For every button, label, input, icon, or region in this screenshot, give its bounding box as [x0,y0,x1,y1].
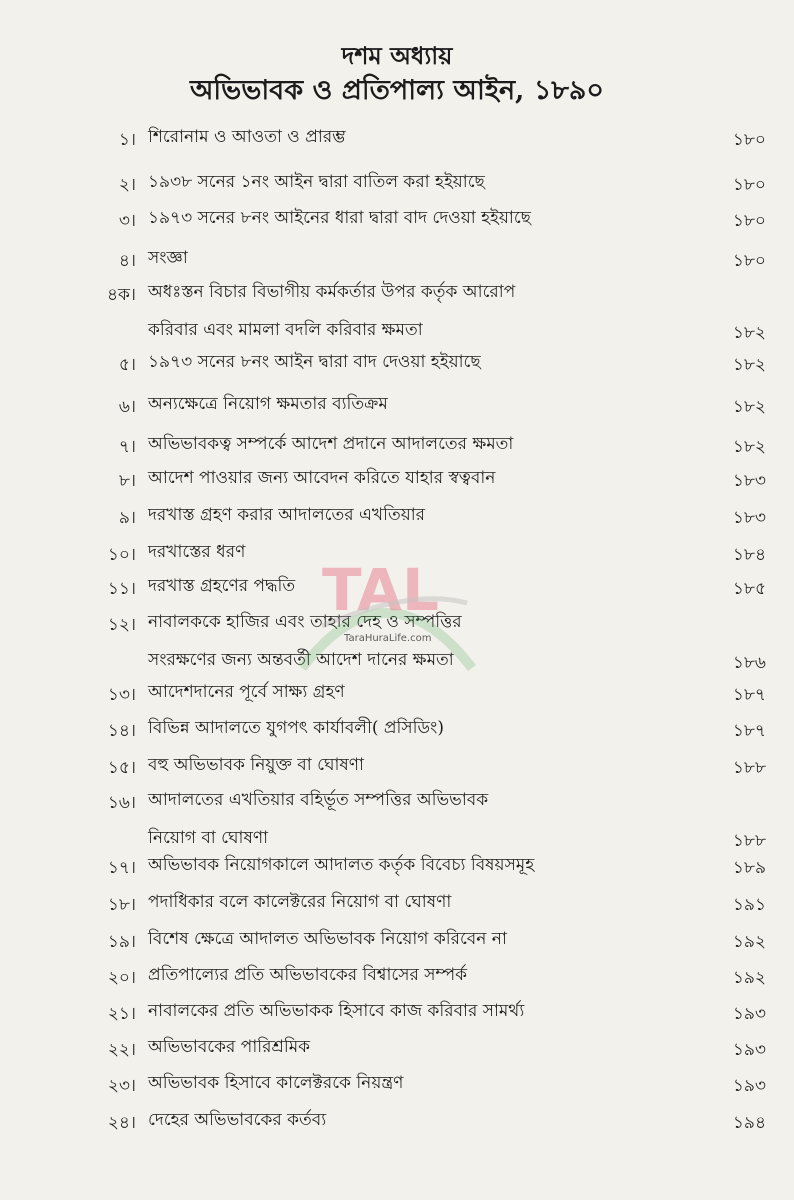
section-title-line: পদাধিকার বলে কালেক্টরের নিয়োগ বা ঘোষণা [148,892,452,912]
section-title-line: শিরোনাম ও আওতা ও প্রারম্ভ [148,127,346,147]
page-number: ১৮৭ [732,685,766,705]
page-number: ১৮২ [732,397,766,417]
page-number: ১৮০ [732,175,766,195]
section-number: ২৩। [107,1076,136,1096]
section-title-line: অভিভাবকত্ব সম্পর্কে আদেশ প্রদানে আদালতের ক্ষমতা [148,434,514,454]
section-title-line: অভিভাবক নিয়োগকালে আদালত কর্তৃক বিবেচ্য বিষয়সমূহ [148,855,535,875]
section-number: ১৬। [107,793,136,813]
section-title-line: সংরক্ষণের জন্য অন্তবর্তী আদেশ দানের ক্ষমতা [148,650,454,670]
section-number: ৪। [118,251,136,271]
section-number: ৩। [118,211,136,231]
section-title-line: দেহের অভিভাবকের কর্তব্য [148,1110,327,1130]
section-title-line: ১৯৭৩ সনের ৮নং আইন দ্বারা বাদ দেওয়া হইয়াছে [148,352,481,372]
section-number: ২১। [107,1004,136,1024]
page-number: ১৮৮ [732,831,766,851]
page-number: ১৮৯ [732,858,766,878]
section-number: ১৯। [107,932,136,952]
watermark-site: TaraHuraLife.com [344,633,432,644]
section-number: ১৪। [107,721,136,741]
page-number: ১৮৩ [732,471,766,491]
section-title-line: বিশেষ ক্ষেত্রে আদালত অভিভাবক নিয়োগ করিবেন না [148,929,507,949]
section-number: ৮। [118,471,136,491]
page-number: ১৮০ [732,130,766,150]
section-number: ৯। [118,508,136,528]
section-title-line: নাবালককে হাজির এবং তাহার দেহ ও সম্পত্তির [148,612,462,632]
section-number: ৫। [118,355,136,375]
page-number: ১৮৩ [732,508,766,528]
page-number: ১৮৬ [732,653,766,673]
section-number: ২৪। [107,1113,136,1133]
section-number: ১১। [107,579,136,599]
page-number: ১৯৩ [732,1004,766,1024]
section-number: ১৫। [107,758,136,778]
section-title-line: দরখাস্ত গ্রহণের পদ্ধতি [148,576,296,596]
page-number: ১৮২ [732,437,766,457]
section-number: ১৩। [107,685,136,705]
page-number: ১৮৪ [732,545,766,565]
section-number: ৪ক। [106,285,136,305]
section-number: ১০। [107,545,136,565]
page-number: ১৯৪ [732,1113,766,1133]
act-title: অভিভাবক ও প্রতিপাল্য আইন, ১৮৯০ [190,75,604,106]
page-number: ১৯২ [732,968,766,988]
page-number: ১৯৩ [732,1040,766,1060]
section-title-line: ১৯৩৮ সনের ১নং আইন দ্বারা বাতিল করা হইয়াছে [148,172,485,192]
page-number: ১৯২ [732,932,766,952]
section-title-line: আদেশ পাওয়ার জন্য আবেদন করিতে যাহার স্বত্ববান [148,468,496,488]
section-title-line: বিভিন্ন আদালতে যুগপৎ কার্যাবলী( প্রসিডিং) [148,718,444,738]
page-number: ১৮০ [732,211,766,231]
section-title-line: করিবার এবং মামলা বদলি করিবার ক্ষমতা [148,320,423,340]
section-title-line: অন্যক্ষেত্রে নিয়োগ ক্ষমতার ব্যতিক্রম [148,394,388,414]
page-number: ১৮০ [732,251,766,271]
section-title-line: নিয়োগ বা ঘোষণা [148,828,269,848]
section-title-line: নাবালকের প্রতি অভিভাকক হিসাবে কাজ করিবার সামর্থ্য [148,1001,525,1021]
svg-text:TAL: TAL [322,556,439,624]
page-number: ১৮৭ [732,721,766,741]
page-number: ১৮২ [732,323,766,343]
section-title-line: সংজ্ঞা [148,248,188,268]
chapter-heading: দশম অধ্যায় [341,41,453,70]
section-number: ১৭। [107,858,136,878]
page-number: ১৮৫ [732,579,766,599]
page-number: ১৯৩ [732,1076,766,1096]
section-title-line: আদেশদানের পূর্বে সাক্ষ্য গ্রহণ [148,682,345,702]
section-number: ৭। [118,437,136,457]
section-title-line: প্রতিপাল্যের প্রতি অভিভাবকের বিশ্বাসের সম্পর্ক [148,965,468,985]
section-number: ১২। [107,615,136,635]
watermark-logo [292,548,482,698]
section-number: ২২। [107,1040,136,1060]
section-title-line: বহু অভিভাবক নিয়ুক্ত বা ঘোষণা [148,755,364,775]
section-title-line: ১৯৭৩ সনের ৮নং আইনের ধারা দ্বারা বাদ দেওয়া হইয়াছে [148,208,531,228]
section-title-line: দরখাস্তের ধরণ [148,542,246,562]
section-title-line: অভিভাবক হিসাবে কালেক্টরকে নিয়ন্ত্রণ [148,1073,404,1093]
section-title-line: অধঃস্তন বিচার বিভাগীয় কর্মকর্তার উপর কর্তৃক আরোপ [148,282,516,302]
section-number: ২০। [107,968,136,988]
section-title-line: অভিভাবকের পারিশ্রমিক [148,1037,311,1057]
section-title-line: আদালতের এখতিয়ার বহির্ভূত সম্পত্তির অভিভাবক [148,790,489,810]
section-number: ১৮। [107,895,136,915]
page-number: ১৯১ [732,895,766,915]
section-title-line: দরখাস্ত গ্রহণ করার আদালতের এখতিয়ার [148,505,425,525]
section-number: ৬। [118,397,136,417]
section-number: ১। [118,130,136,150]
page-number: ১৮২ [732,355,766,375]
section-number: ২। [118,175,136,195]
page-number: ১৮৮ [732,758,766,778]
